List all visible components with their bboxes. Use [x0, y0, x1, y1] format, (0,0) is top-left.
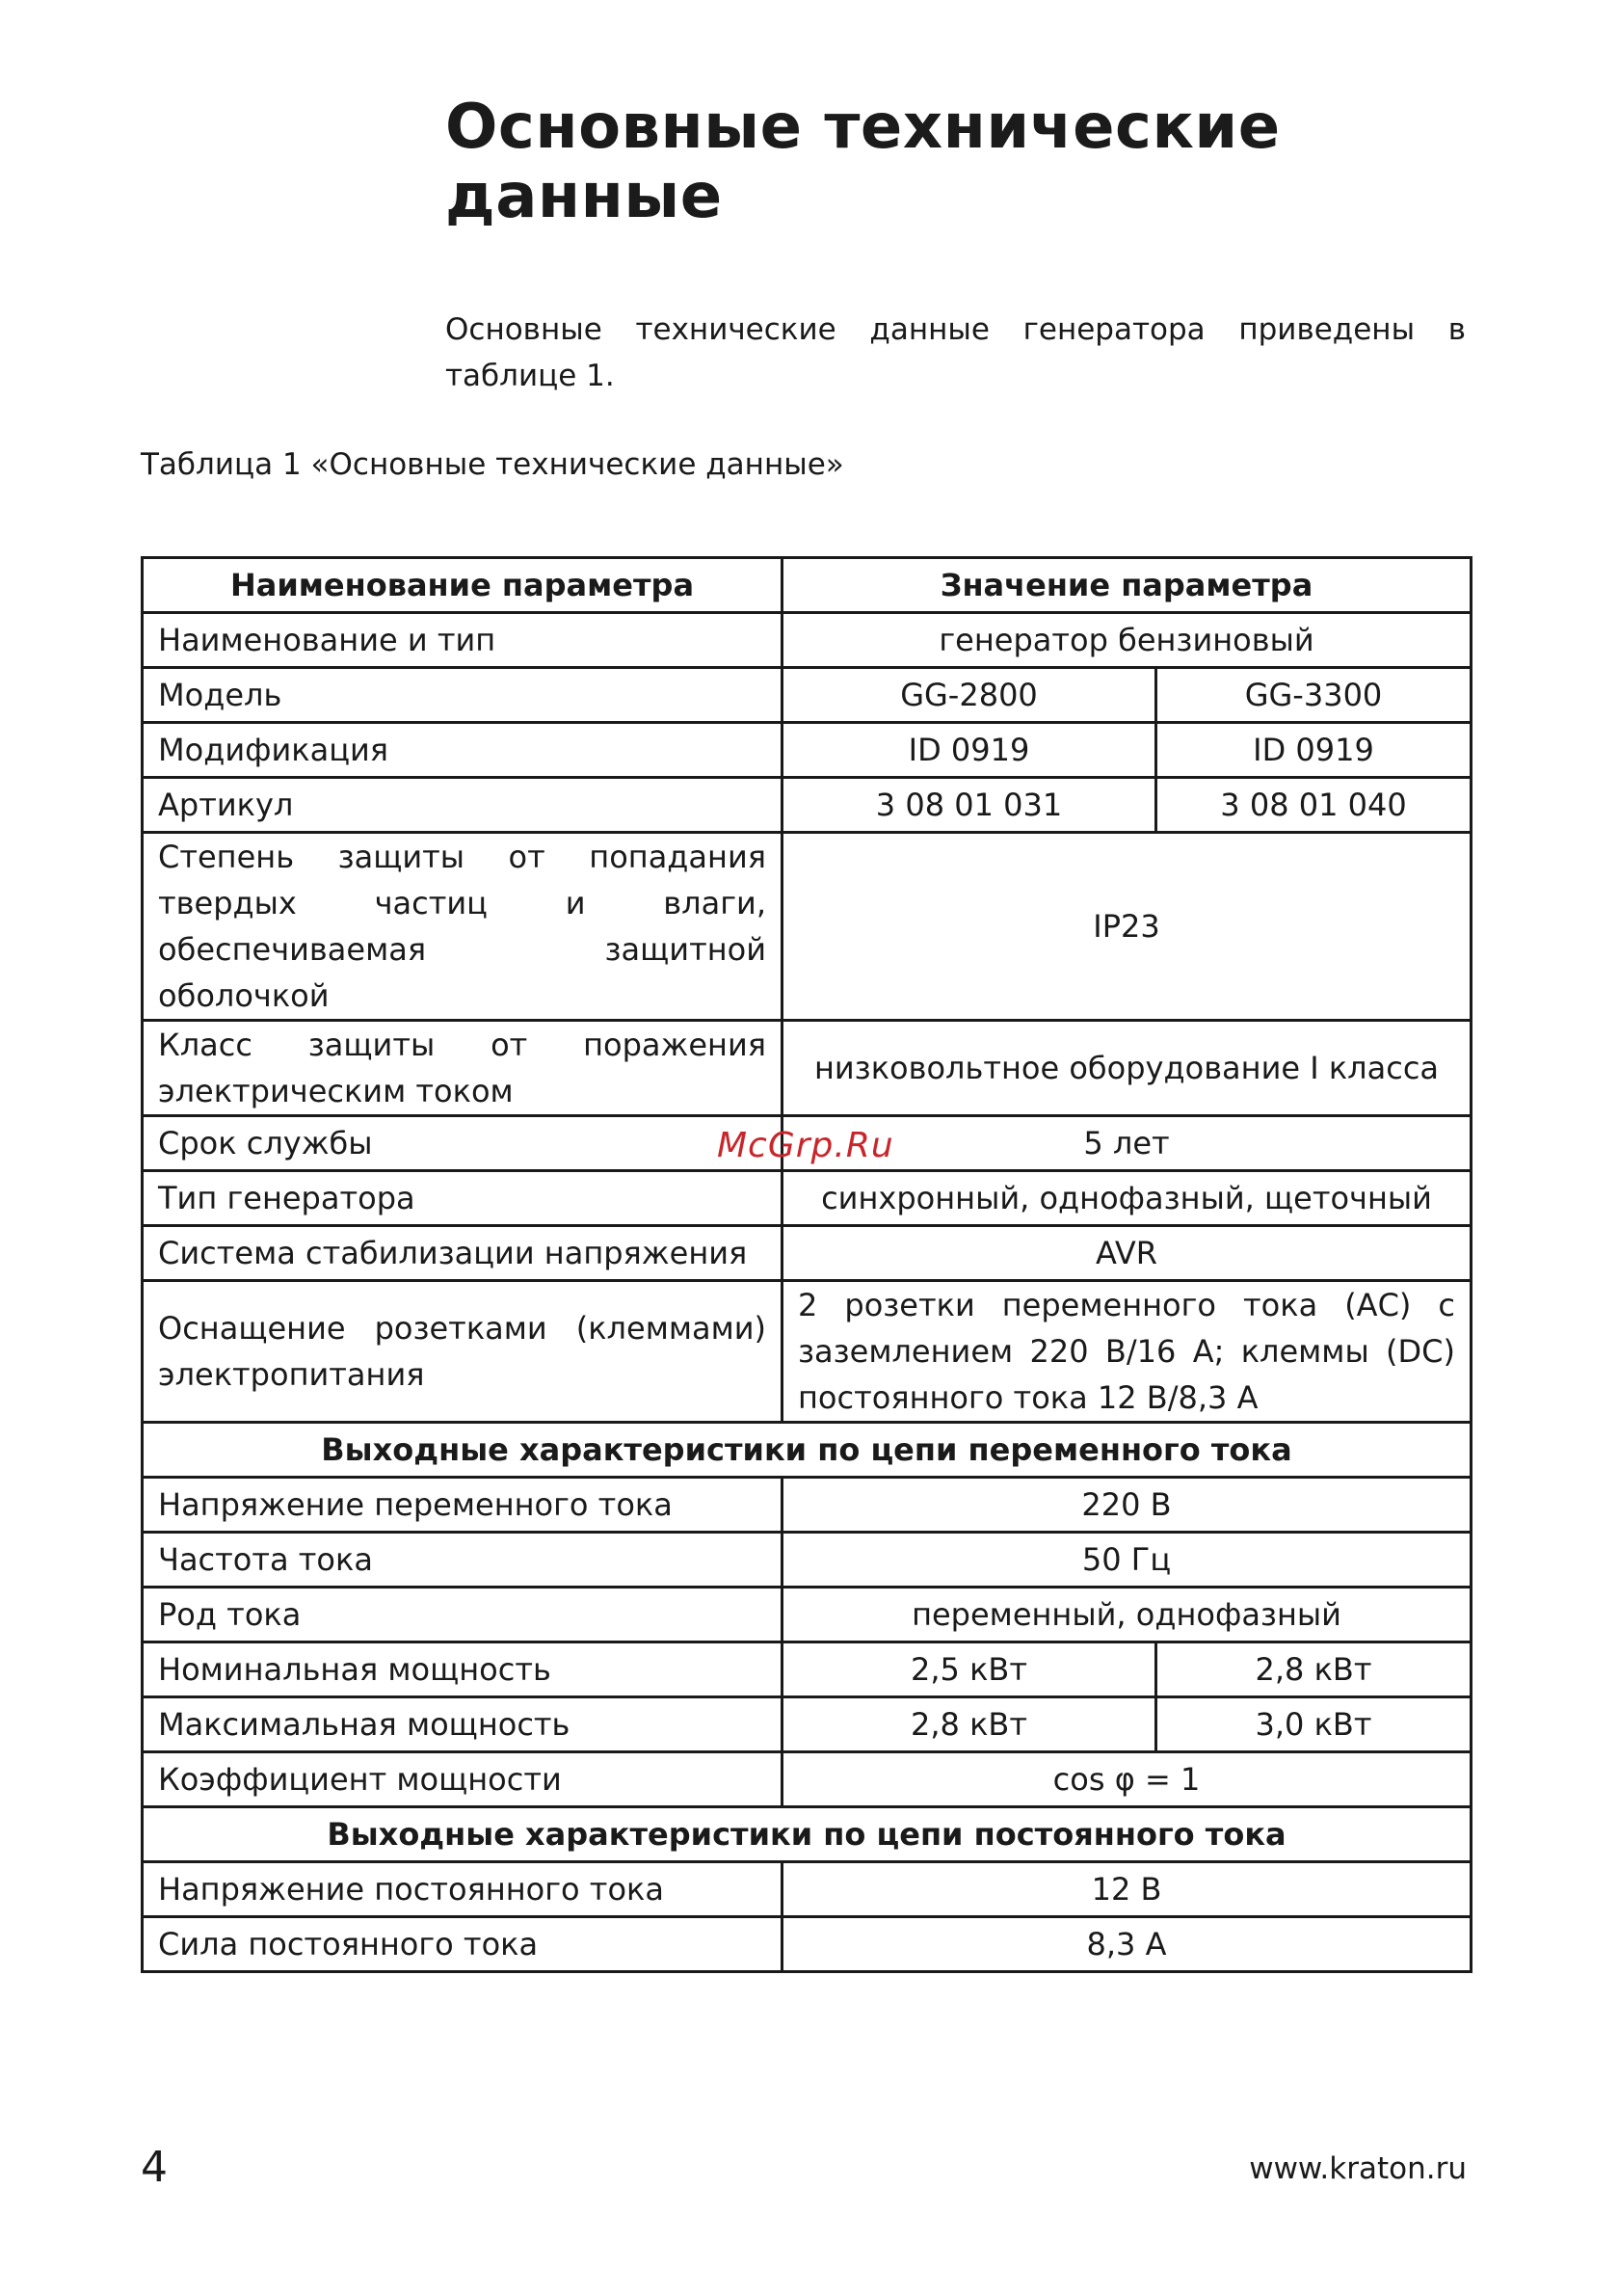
param-cell: Система стабилизации напряжения — [143, 1226, 782, 1281]
param-cell: Сила постоянного тока — [143, 1917, 782, 1972]
param-cell: Род тока — [143, 1588, 782, 1642]
value-cell: AVR — [782, 1226, 1472, 1281]
watermark: McGrp.Ru — [717, 1126, 894, 1165]
value-cell: переменный, однофазный — [782, 1588, 1472, 1642]
page-title: Основные технические данные — [445, 92, 1281, 232]
value-cell: 50 Гц — [782, 1533, 1472, 1588]
param-cell: Коэффициент мощности — [143, 1752, 782, 1807]
table-row — [143, 1917, 1472, 1972]
value-cell-model-2: ID 0919 — [1156, 723, 1472, 778]
value-cell-model-1: GG-2800 — [782, 668, 1156, 723]
table-row — [143, 1171, 1472, 1226]
value-cell: генератор бензиновый — [782, 613, 1472, 668]
param-cell: Напряжение постоянного тока — [143, 1862, 782, 1917]
value-cell-model-2: 3 08 01 040 — [1156, 778, 1472, 833]
section-row-dc — [143, 1807, 1472, 1862]
table-row — [143, 778, 1472, 833]
value-cell: 220 В — [782, 1478, 1472, 1533]
value-cell-model-1: 2,8 кВт — [782, 1697, 1156, 1752]
section-title: Выходные характеристики по цепи переменного тока — [143, 1423, 1472, 1478]
param-cell: Срок службы — [143, 1116, 782, 1171]
value-cell-model-2: 2,8 кВт — [1156, 1642, 1472, 1697]
param-cell: Оснащение розетками (клеммами) электропитания — [143, 1281, 782, 1423]
table-row — [143, 1281, 1472, 1423]
param-cell: Номинальная мощность — [143, 1642, 782, 1697]
table-caption: Таблица 1 «Основные технические данные» — [141, 447, 844, 482]
spec-table — [141, 556, 1472, 1973]
value-cell: 12 В — [782, 1862, 1472, 1917]
value-cell: IP23 — [782, 833, 1472, 1021]
table-row — [143, 613, 1472, 668]
value-cell-model-2: 3,0 кВт — [1156, 1697, 1472, 1752]
header-param: Наименование параметра — [143, 558, 782, 613]
value-cell-model-1: ID 0919 — [782, 723, 1156, 778]
param-cell: Частота тока — [143, 1533, 782, 1588]
intro-paragraph: Основные технические данные генератора приведены в таблице 1. — [445, 312, 1466, 393]
value-cell-model-2: GG-3300 — [1156, 668, 1472, 723]
param-cell: Класс защиты от поражения электрическим током — [143, 1021, 782, 1116]
value-cell: синхронный, однофазный, щеточный — [782, 1171, 1472, 1226]
table-row — [143, 1478, 1472, 1533]
value-cell: 5 лет — [782, 1116, 1472, 1171]
table-header-row — [143, 558, 1472, 613]
section-title: Выходные характеристики по цепи постоянного тока — [143, 1807, 1472, 1862]
param-cell: Тип генератора — [143, 1171, 782, 1226]
param-cell: Наименование и тип — [143, 613, 782, 668]
table-row — [143, 668, 1472, 723]
value-cell-model-1: 2,5 кВт — [782, 1642, 1156, 1697]
value-cell-model-1: 3 08 01 031 — [782, 778, 1156, 833]
table-row — [143, 1642, 1472, 1697]
param-cell: Модель — [143, 668, 782, 723]
value-cell: cos φ = 1 — [782, 1752, 1472, 1807]
page-number: 4 — [141, 2143, 168, 2192]
param-cell: Максимальная мощность — [143, 1697, 782, 1752]
section-row-ac — [143, 1423, 1472, 1478]
param-cell: Степень защиты от попадания твердых частиц и влаги, обеспечиваемая защитной оболочкой — [143, 833, 782, 1021]
table-row — [143, 1862, 1472, 1917]
value-cell: 2 розетки переменного тока (АС) с заземлением 220 В/16 А; клеммы (DC) постоянного тока 12 В/8,3 А — [782, 1281, 1472, 1423]
table-row — [143, 1226, 1472, 1281]
param-cell: Напряжение переменного тока — [143, 1478, 782, 1533]
table-row — [143, 723, 1472, 778]
value-cell: 8,3 А — [782, 1917, 1472, 1972]
table-row — [143, 1533, 1472, 1588]
table-row — [143, 1588, 1472, 1642]
header-value: Значение параметра — [782, 558, 1472, 613]
param-cell: Модификация — [143, 723, 782, 778]
footer-url: www.kraton.ru — [1249, 2151, 1467, 2186]
table-row — [143, 833, 1472, 1021]
table-row — [143, 1021, 1472, 1116]
param-cell: Артикул — [143, 778, 782, 833]
table-row — [143, 1697, 1472, 1752]
table-row — [143, 1752, 1472, 1807]
value-cell: низковольтное оборудование I класса — [782, 1021, 1472, 1116]
